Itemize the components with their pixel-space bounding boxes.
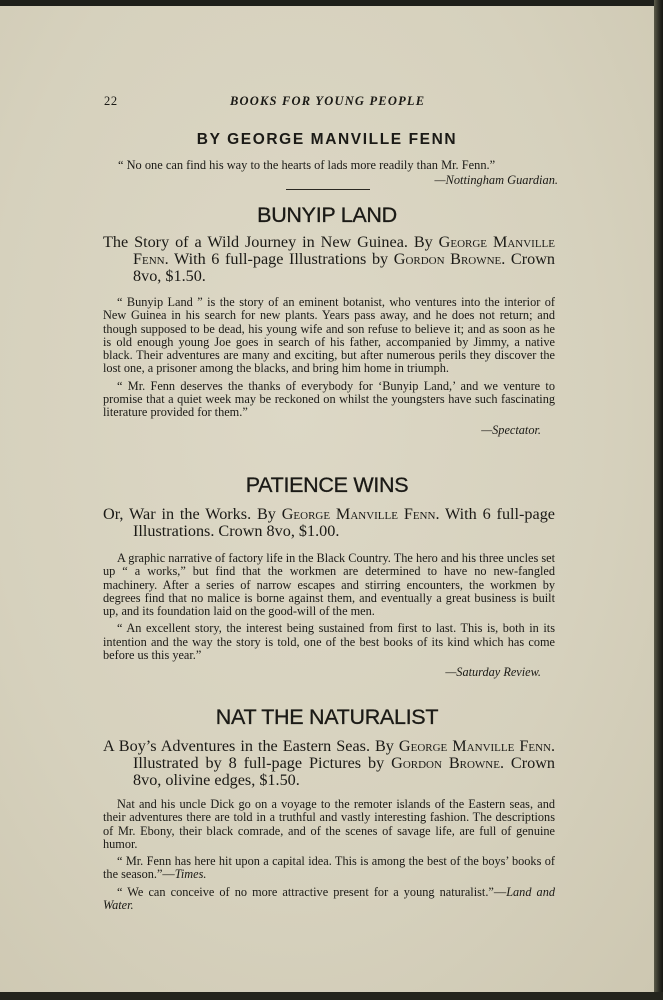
review-attribution: Land and Water. bbox=[103, 884, 555, 913]
desc-text: . Illustrated by 8 full-page Pictures by bbox=[133, 737, 555, 772]
author-quote-attribution: —Nottingham Guardian. bbox=[434, 173, 558, 187]
book-title-bunyip-land: BUNYIP LAND bbox=[257, 203, 397, 227]
desc-text: . With 6 full-page Illustrations by bbox=[164, 250, 394, 268]
book-summary-bunyip-land bbox=[103, 296, 555, 437]
running-title: BOOKS FOR YOUNG PEOPLE bbox=[230, 94, 426, 108]
book-description-nat-the-naturalist bbox=[103, 738, 555, 789]
review-text: “ We can conceive of no more attractive present for a young naturalist.”— bbox=[117, 884, 507, 899]
desc-text: . Crown 8vo, $1.50. bbox=[133, 250, 555, 285]
book-spine-edge bbox=[654, 0, 663, 1000]
author-name: George Manville Fenn bbox=[133, 233, 555, 268]
review-paragraph bbox=[103, 886, 555, 913]
desc-text: . Crown 8vo, olivine edges, $1.50. bbox=[133, 754, 555, 789]
book-page bbox=[0, 6, 654, 992]
review-attribution: —Spectator. bbox=[481, 422, 541, 437]
book-title-patience-wins: PATIENCE WINS bbox=[245, 473, 409, 497]
summary-paragraph: “ Bunyip Land ” is the story of an eminent botanist, who ventures into the interior of New Guinea in his search for new plants. Years pass away, and he does not return; and though supposed to be dead, his young wife and son refuse to believe it; and as soon as he is old enough young Joe goes in search of his father, accompanied by Jimmy, a native black. Their adventures are many and exciting, but after numerous perils they discover the lost one, a prisoner among the blacks, and bring him home in triumph. bbox=[103, 295, 555, 376]
desc-text: . With 6 full-page Illustrations. Crown 8vo, $1.00. bbox=[133, 505, 555, 540]
desc-text: A Boy’s Adventures in the Eastern Seas. By bbox=[103, 737, 399, 755]
summary-paragraph: Nat and his uncle Dick go on a voyage to the remoter islands of the Eastern seas, and their adventures there are told in a truthful and vastly interesting fashion. The descriptions of Mr. Ebony, their black comrade, and of the scenes of savage life, are full of genuine humor. bbox=[103, 797, 555, 851]
illustrator-name: Gordon Browne bbox=[393, 250, 502, 268]
desc-text: Or, War in the Works. By bbox=[103, 505, 282, 523]
divider-rule bbox=[286, 189, 370, 190]
review-paragraph: “ Mr. Fenn deserves the thanks of everybody for ‘Bunyip Land,’ and we venture to promise that a quiet week may be reckoned on whilst the youngsters have such fascinating literature provided for them.” bbox=[103, 378, 555, 420]
review-attribution: Times. bbox=[174, 867, 207, 882]
review-paragraph bbox=[103, 855, 555, 882]
summary-paragraph: A graphic narrative of factory life in the Black Country. The hero and his three uncles set up “ a works,” but find that the workmen are determined to have no new-fangled machinery. After a series of narrow escapes and stirring encounters, the workmen by degrees find that no malice is borne against them, and eventually a great business is built up, and its foundation laid on the good-will of the men. bbox=[103, 551, 555, 619]
book-description-patience-wins bbox=[103, 506, 555, 540]
page-number: 22 bbox=[104, 94, 118, 108]
running-head bbox=[104, 94, 548, 114]
author-quote-text: “ No one can find his way to the hearts of lads more readily than Mr. Fenn.” bbox=[118, 158, 496, 172]
page-bottom-edge bbox=[0, 992, 663, 1000]
book-summary-patience-wins bbox=[103, 552, 555, 680]
review-attribution: —Saturday Review. bbox=[445, 665, 541, 680]
author-heading: BY GEORGE MANVILLE FENN bbox=[196, 131, 458, 148]
book-title-nat-the-naturalist: NAT THE NATURALIST bbox=[215, 705, 439, 729]
book-description-bunyip-land bbox=[103, 234, 555, 285]
review-paragraph: “ An excellent story, the interest being sustained from first to last. This is, both in its intention and the way the story is told, one of the best books of its kind which has come before us this year.” bbox=[103, 621, 555, 663]
author-name: George Manville Fenn bbox=[398, 737, 551, 755]
author-name: George Manville Fenn bbox=[281, 505, 436, 523]
book-summary-nat-the-naturalist bbox=[103, 798, 555, 916]
author-quote bbox=[118, 158, 558, 188]
desc-text: The Story of a Wild Journey in New Guinea. By bbox=[103, 233, 439, 251]
review-text: “ Mr. Fenn has here hit upon a capital idea. This is among the best of the boys’ books of the season.”— bbox=[103, 854, 555, 882]
illustrator-name: Gordon Browne bbox=[391, 754, 500, 772]
